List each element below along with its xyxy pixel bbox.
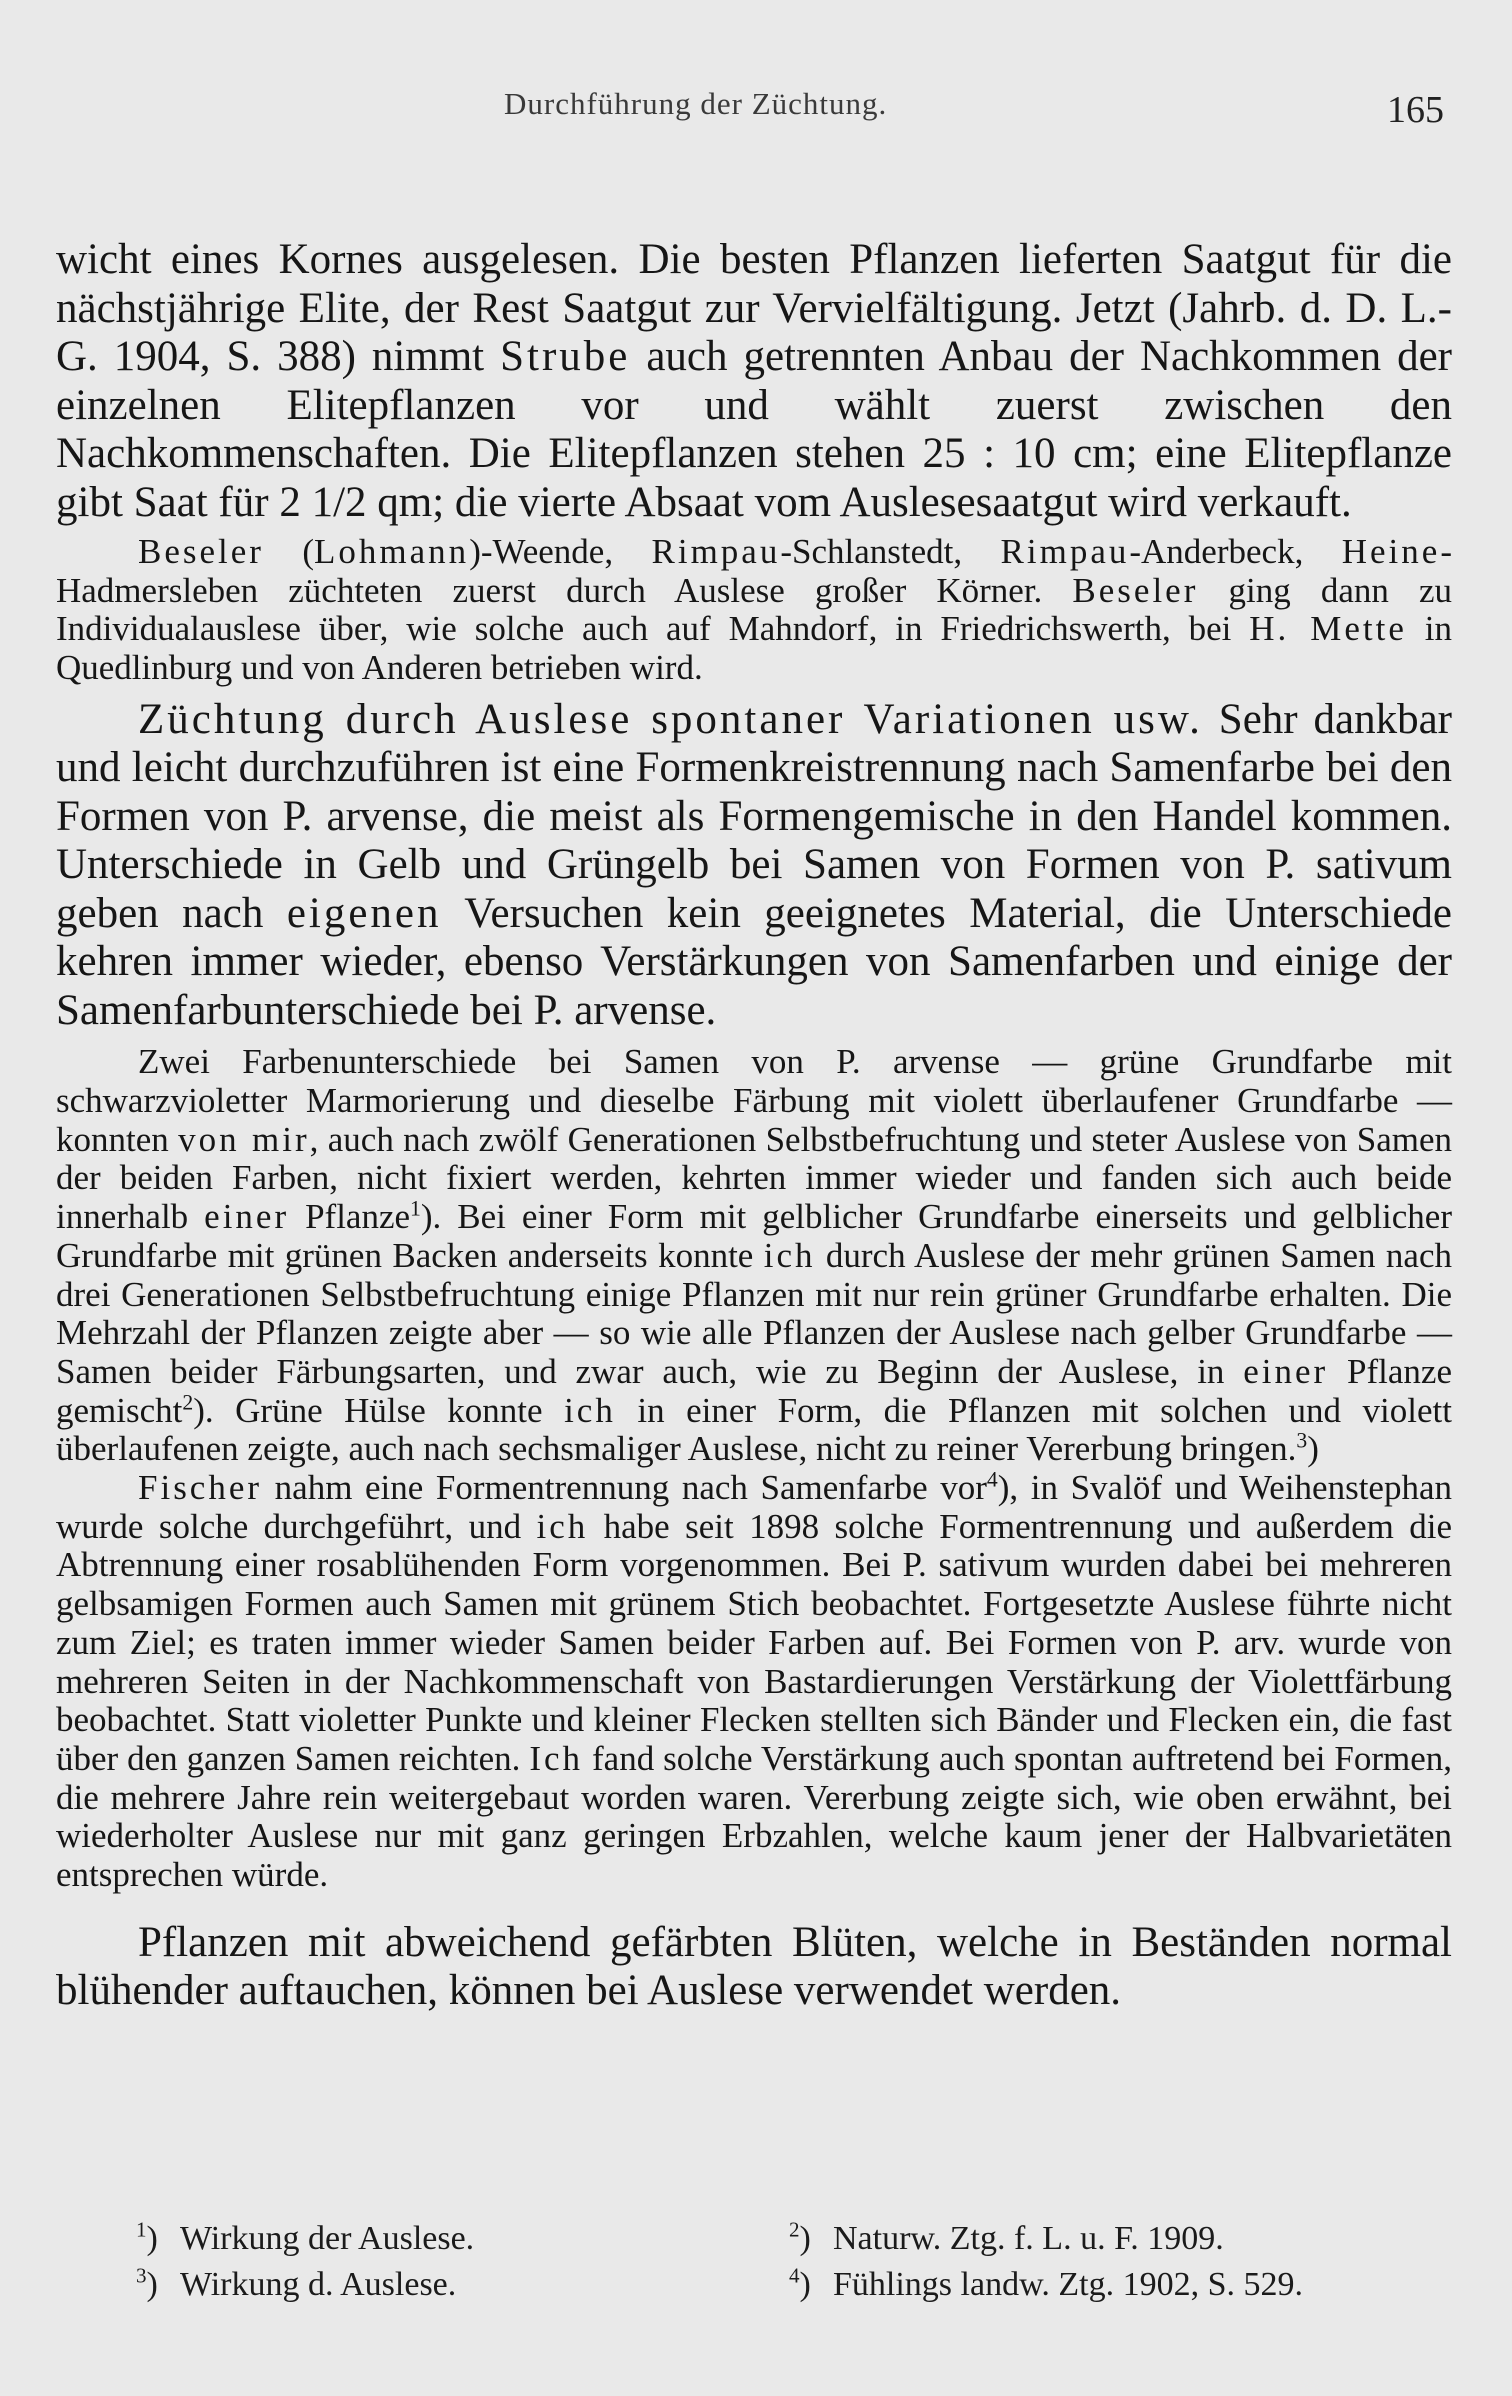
footnote-1: $^1$) Wirkung der Auslese.	[136, 2217, 475, 2257]
footnote-3: $^3$) Wirkung d. Auslese.	[136, 2263, 457, 2303]
footnote-4: $^4$) Fühlings landw. Ztg. 1902, S. 529.	[789, 2263, 1304, 2303]
fraction: 1/2	[311, 478, 367, 526]
footnote-text: Fühlings landw. Ztg. 1902, S. 529.	[833, 2266, 1304, 2303]
body-text	[56, 236, 1452, 2016]
footnotes	[136, 2217, 1442, 2304]
run-in-heading: Züchtung durch Auslese spontaner Variationen usw.	[138, 695, 1203, 743]
text-run: -Schlanstedt,	[780, 532, 1001, 571]
paragraph-seed-colors	[56, 1043, 1452, 1469]
footnote-2: $^2$) Naturw. Ztg. f. L. u. F. 1909.	[789, 2217, 1224, 2257]
breeder-name: Rimpau	[1000, 532, 1130, 571]
author-name: Strube	[500, 333, 631, 380]
text-run: )	[1307, 1429, 1319, 1469]
breeder-name: H. Mette	[1249, 609, 1407, 649]
text-run: nahm eine Formentrennung nach Samenfarbe vor	[262, 1468, 987, 1508]
text-run: wicht eines Kornes ausgelesen. Die besten Pflanzen lieferten Saatgut für die nächstjährige Elite, der Rest Saatgut zur Vervielfältigung. Jetzt (Jahrb. d. D. L.-G. 1904, S. 388) nimmt	[56, 236, 1452, 380]
text-run: ging dann zu Individualauslese über, wie solche auch auf Mahndorf, in Friedrichswerth, bei	[56, 570, 1452, 649]
paragraph-fischer	[56, 1469, 1452, 1895]
footnote-text: Naturw. Ztg. f. L. u. F. 1909.	[833, 2220, 1224, 2257]
emphasis: ich	[536, 1506, 589, 1546]
text-run: Zwei Farbenunterschiede bei Samen von P. arvense — grüne Grundfarbe mit schwarzvioletter Marmorierung und dieselbe Färbung mit violett überlaufener Grundfarbe — konnten	[56, 1042, 1452, 1159]
text-run: Pflanze	[289, 1197, 411, 1237]
text-run: habe seit 1898 solche Formentrennung und außerdem die Abtrennung einer rosablühenden Form vorgenommen. Bei P. sativum wurden dabei bei mehreren gelbsamigen Formen auch Samen mit grünem Stich beobachtet. Fortgesetzte Auslese führte nicht zum Ziel; es traten immer wieder Samen beider Farben auf. Bei Formen von P. arv. wurde von mehreren Seiten in der Nachkommenschaft von Bastardierungen Verstärkung der Violettfärbung beobachtet. Statt violetter Punkte und kleiner Flecken stellten sich Bänder und Flecken ein, die fast über den ganzen Samen reichten.	[56, 1506, 1453, 1778]
text-run: , auch nach zwölf Generationen Selbstbefruchtung und steter Auslese von Samen der beiden Farben, nicht fixiert werden, kehrten immer wieder und fanden sich auch beide innerhalb	[56, 1119, 1453, 1237]
emphasis: einer	[204, 1197, 290, 1237]
text-run: -Hadmersleben züchteten zuerst durch Auslese großer Körner.	[56, 532, 1452, 610]
text-run: Sehr dankbar und leicht durchzuführen ist eine Formenkreistrennung nach Samenfarbe bei den Formen von P. arvense, die meist als Formengemische in den Handel kommen. Unterschiede in Gelb und Grüngelb bei Samen von Formen von P. sativum geben nach	[56, 695, 1453, 937]
text-run: fand solche Verstärkung auch spontan auftretend bei Formen, die mehrere Jahre rein weitergebaut worden waren. Vererbung zeigte sich, wie oben erwähnt, bei wiederholter Auslese nur mit ganz geringen Erbzahlen, welche kaum jener der Halbvarietäten entsprechen würde.	[56, 1738, 1453, 1895]
footnote-text: Wirkung der Auslese.	[180, 2220, 475, 2257]
breeder-name: Beseler	[138, 532, 264, 571]
text-run: ). Bei einer Form mit gelblicher Grundfarbe einerseits und gelblicher Grundfarbe mit grünen Backen anderseits konnte	[56, 1197, 1452, 1275]
paragraph-flower-color: Pflanzen mit abweichend gefärbten Blüten, welche in Beständen normal blühender auftauchen, können bei Auslese verwendet werden.	[56, 1918, 1452, 2015]
footnote-ref: 3	[1296, 1428, 1308, 1453]
text-run: ). Grüne Hülse konnte	[193, 1390, 565, 1430]
text-run: )-Weende,	[469, 532, 652, 571]
footnote-mark: 1	[136, 2217, 147, 2242]
emphasis: von mir	[178, 1119, 310, 1159]
text-run: ), in Svalöf und Weihenstephan wurde solche durchgeführt, und	[56, 1468, 1452, 1546]
footnote-ref: 1	[410, 1196, 421, 1221]
text-run: (	[263, 532, 315, 571]
text-run: Pflanze gemischt	[56, 1351, 1453, 1430]
breeder-name: Heine	[1341, 532, 1441, 571]
paragraph-elite-selection	[56, 236, 1452, 527]
emphasis: Ich	[529, 1738, 584, 1778]
author-name: Fischer	[138, 1468, 263, 1508]
footnote-mark: 2	[789, 2217, 800, 2242]
text-run: auch getrennten Anbau der Nachkommen der einzelnen Elitepflanzen vor und wählt zuerst zwischen den Nachkommenschaften. Die Elitepflanzen stehen 25 : 10 cm; eine Elitepflanze gibt Saat für 2	[56, 333, 1453, 526]
text-run: durch Auslese der mehr grünen Samen nach drei Generationen Selbstbefruchtung einige Pflanzen mit nur rein grüner Grundfarbe erhalten. Die Mehrzahl der Pflanzen zeigte aber — so wie alle Pflanzen der Auslese nach gelber Grundfarbe — Samen beider Färbungsarten, und zwar auch, wie zu Beginn der Auslese, in	[56, 1235, 1452, 1391]
emphasis: ich	[564, 1390, 616, 1430]
text-run: qm; die vierte Absaat vom Auslesesaatgut wird verkauft.	[366, 478, 1352, 526]
text-run: in Quedlinburg und von Anderen betrieben wird.	[56, 609, 1452, 688]
emphasis: einer	[1243, 1351, 1329, 1391]
footnote-ref: 2	[182, 1389, 194, 1414]
emphasis: eigenen	[286, 889, 442, 937]
footnote-text: Wirkung d. Auslese.	[180, 2266, 457, 2303]
footnote-mark: 3	[136, 2263, 147, 2288]
text-run: -Anderbeck,	[1129, 532, 1342, 571]
breeder-name: Rimpau	[651, 532, 781, 571]
footnote-mark: 4	[789, 2263, 800, 2288]
breeder-name: Lohmann	[314, 532, 470, 571]
footnote-ref: 4	[986, 1467, 998, 1492]
running-head	[56, 70, 1452, 140]
page-number: 165	[1387, 89, 1444, 131]
running-title: Durchführung der Züchtung.	[504, 86, 888, 121]
paragraph-breeders	[56, 533, 1452, 688]
text-run: Versuchen kein geeignetes Material, die Unterschiede kehren immer wieder, ebenso Verstärkungen von Samenfarben und einige der Samenfarbunterschiede bei P. arvense.	[56, 889, 1452, 1034]
breeder-name: Beseler	[1072, 570, 1199, 610]
paragraph-spontaneous-variation	[56, 696, 1452, 1036]
text-run: in einer Form, die Pflanzen mit solchen und violett überlaufenen zeigte, auch nach sechsmaliger Auslese, nicht zu reiner Vererbung bringen.	[56, 1390, 1452, 1469]
emphasis: ich	[763, 1235, 816, 1275]
